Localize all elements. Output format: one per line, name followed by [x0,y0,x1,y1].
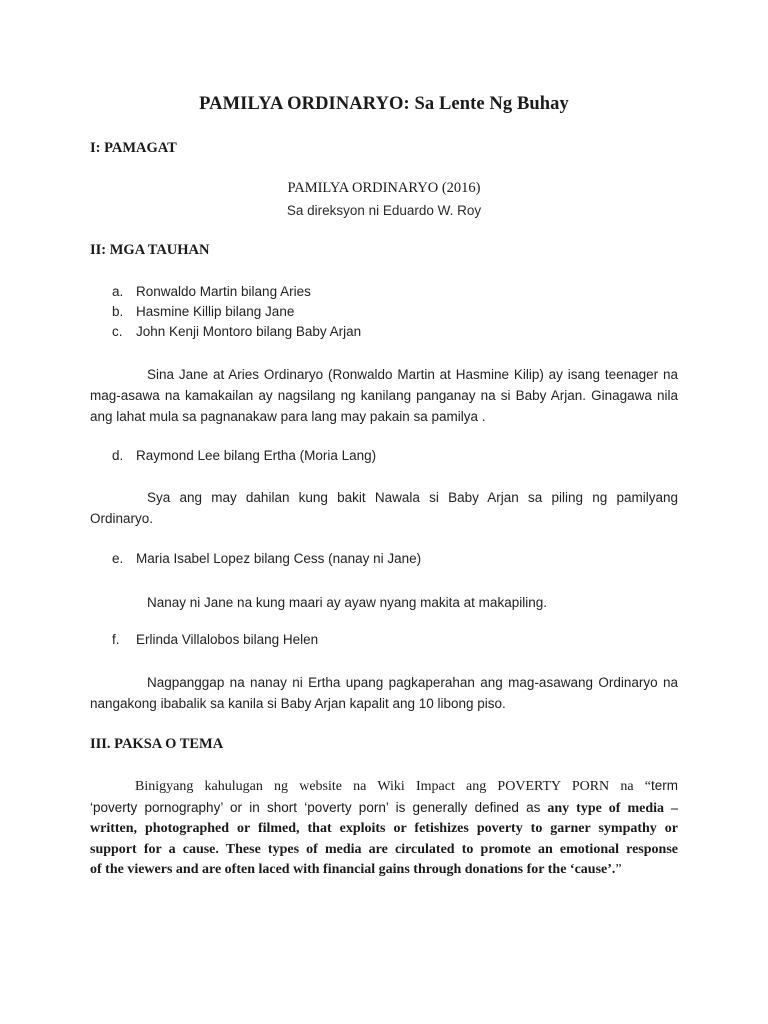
cast-item-e [0,551,768,571]
text-segment-bold: any type of media – [547,800,678,816]
paragraph-line: Sya ang may dahilan kung bakit Nawala si Baby Arjan sa piling ng pamilyang [147,490,678,505]
section-heading-paksa-o-tema: III. PAKSA O TEMA [90,736,224,752]
cast-marker: e. [112,551,124,566]
cast-item-c [0,324,768,344]
cast-item-f [0,632,768,652]
text-segment-sans: ‘poverty pornography’ or in short ‘poverty porn’ is generally defined as [90,799,541,815]
film-title: PAMILYA ORDINARYO (2016) [287,180,481,196]
paragraph-line: mag-asawa na kamakailan ay nagsilang ng kanilang panganay na si Baby Arjan. Ginagawa nila [90,388,678,403]
paragraph-helen [90,672,678,714]
cast-marker: d. [112,448,124,463]
text-segment-bold: support for a cause. These types of media are circulated to promote an emotional response [90,841,678,857]
paragraph-line [90,860,678,881]
paragraph-line [90,819,678,840]
paragraph-cess [90,592,678,613]
paragraph-line: Ordinaryo. [90,511,154,526]
cast-marker: c. [112,324,123,339]
section-heading-pamagat: I: PAMAGAT [90,140,177,156]
paragraph-line [90,798,678,820]
cast-item-b [0,304,768,324]
text-segment-bold: written, photographed or filmed, that exploits or fetishizes poverty to garner sympathy or [90,821,678,836]
paragraph-line: Nanay ni Jane na kung maari ay ayaw nyang makita at makapiling. [147,595,547,610]
cast-text: Raymond Lee bilang Ertha (Moria Lang) [136,448,377,463]
paragraph-line [90,776,678,798]
section-heading-mga-tauhan: II: MGA TAUHAN [90,242,210,258]
cast-marker: a. [112,284,124,299]
text-segment: ” [615,862,622,877]
text-segment: Binigyang kahulugan ng website na Wiki Impact ang POVERTY PORN na “ [135,779,651,794]
film-director: Sa direksyon ni Eduardo W. Roy [286,203,482,218]
paragraph-line: Sina Jane at Aries Ordinaryo (Ronwaldo Martin at Hasmine Kilip) ay isang teenager na [147,367,678,382]
document-title: PAMILYA ORDINARYO: Sa Lente Ng Buhay [199,94,569,114]
paragraph-line [90,840,678,861]
paragraph-jane-aries [90,364,678,427]
cast-text: Maria Isabel Lopez bilang Cess (nanay ni Jane) [136,551,422,566]
cast-text: Erlinda Villalobos bilang Helen [136,632,319,647]
cast-text: John Kenji Montoro bilang Baby Arjan [136,324,362,339]
paragraph-poverty-porn [90,776,678,881]
text-segment-bold: of the viewers and are often laced with financial gains through donations for the ‘cause’. [90,862,616,877]
cast-marker: b. [112,304,124,319]
paragraph-line: nangakong ibabalik sa kanila si Baby Arjan kapalit ang 10 libong piso. [90,696,506,711]
cast-marker: f. [112,632,120,647]
paragraph-ertha [90,487,678,529]
cast-text: Ronwaldo Martin bilang Aries [136,284,311,299]
paragraph-line: ang lahat mula sa pagnanakaw para lang may pakain sa pamilya . [90,409,486,424]
cast-item-a [0,284,768,304]
paragraph-line: Nagpanggap na nanay ni Ertha upang pagkaperahan ang mag-asawang Ordinaryo na [147,675,678,690]
text-segment-sans: term [651,778,678,793]
cast-text: Hasmine Killip bilang Jane [136,304,295,319]
cast-item-d [0,448,768,468]
